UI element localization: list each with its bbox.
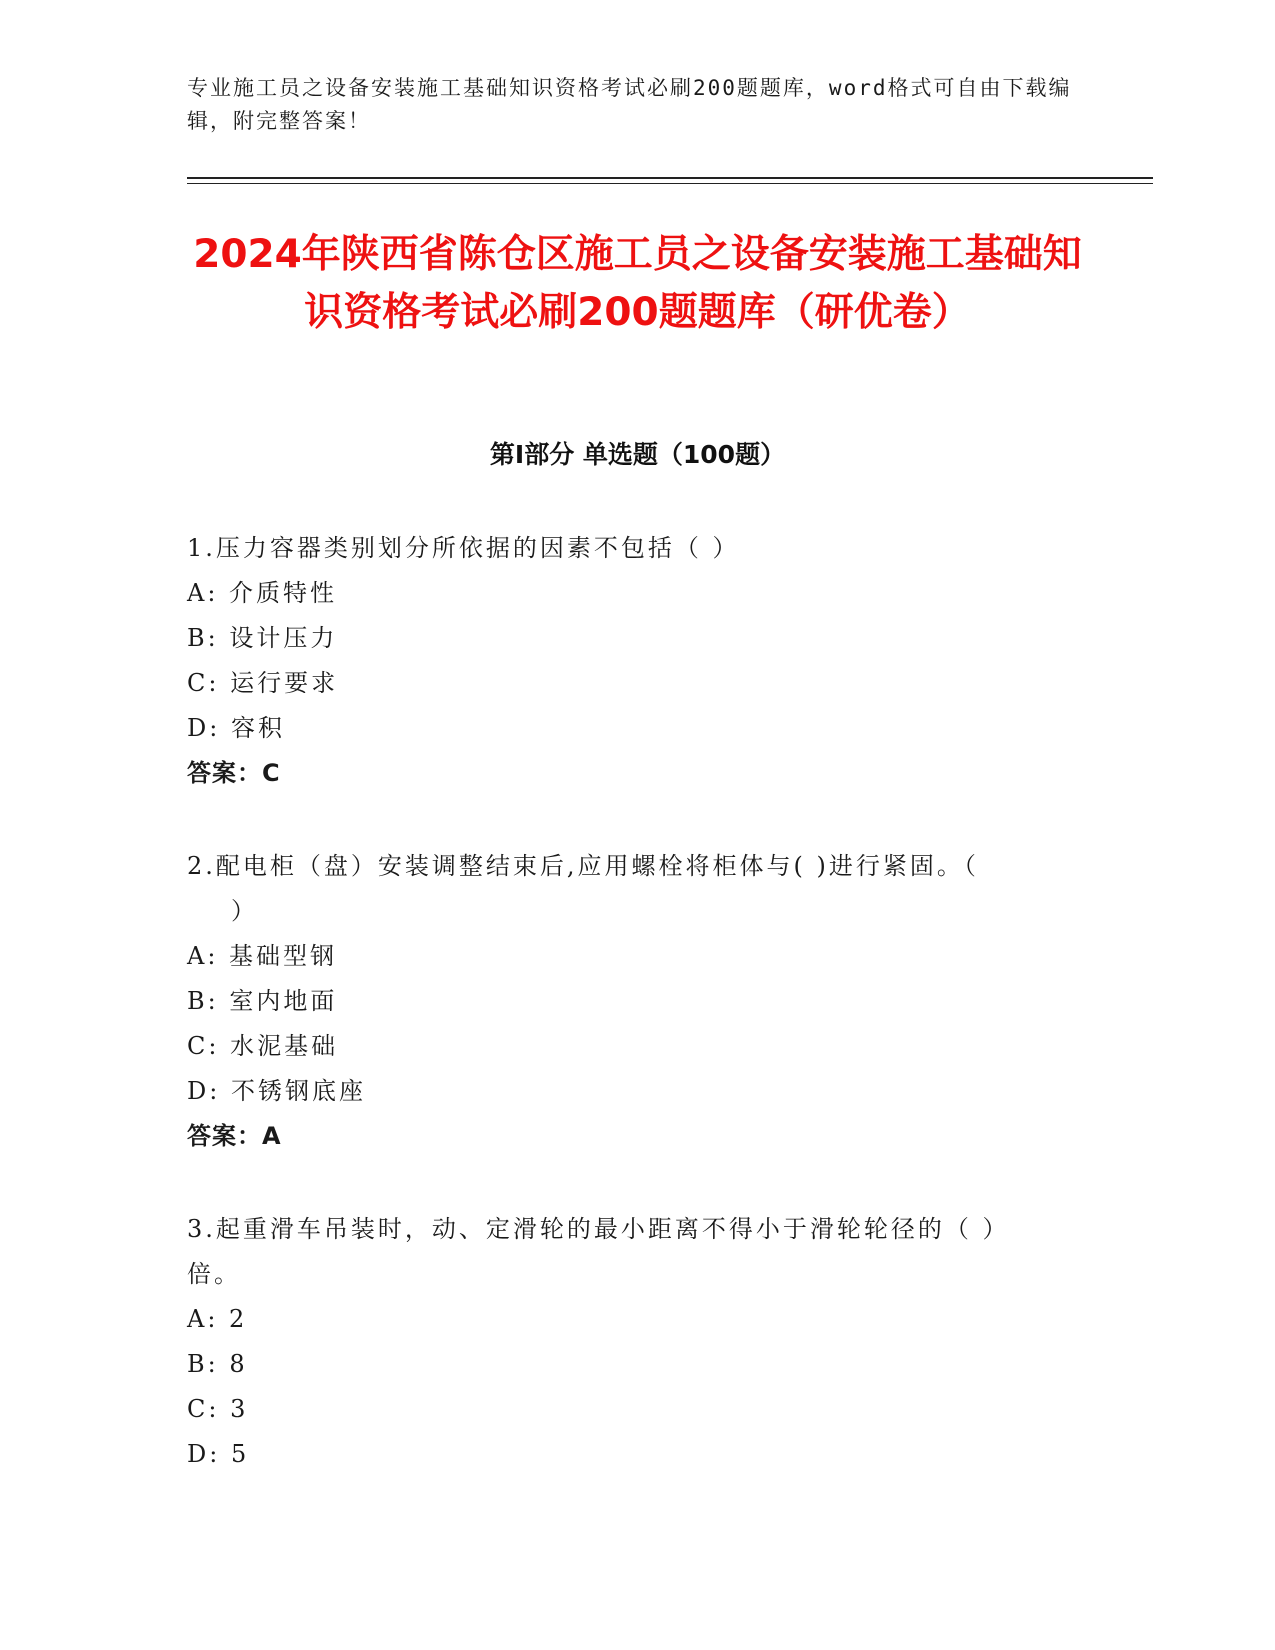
option-c: C: 运行要求 bbox=[187, 669, 339, 697]
section-heading: 第Ⅰ部分 单选题（100题） bbox=[489, 440, 786, 469]
question-stem-continued: ） bbox=[231, 897, 258, 925]
option-a: A: 介质特性 bbox=[187, 579, 338, 607]
question-list bbox=[187, 526, 1067, 1525]
question-stem: 1.压力容器类别划分所依据的因素不包括（ ） bbox=[187, 534, 740, 562]
option-d: D: 不锈钢底座 bbox=[187, 1077, 366, 1105]
question-3 bbox=[187, 1207, 1067, 1477]
question-1 bbox=[187, 526, 1067, 796]
option-b: B: 室内地面 bbox=[187, 987, 338, 1015]
question-2 bbox=[187, 844, 1067, 1159]
header-rule-thick bbox=[187, 177, 1153, 179]
answer: 答案：A bbox=[187, 1122, 282, 1150]
answer: 答案：C bbox=[187, 759, 281, 787]
option-d: D: 5 bbox=[187, 1440, 250, 1468]
header-note: 专业施工员之设备安装施工基础知识资格考试必刷200题题库，word格式可自由下载编辑，附完整答案！ bbox=[187, 76, 1072, 133]
option-c: C: 3 bbox=[187, 1395, 249, 1423]
document-title: 2024年陕西省陈仓区施工员之设备安装施工基础知识资格考试必刷200题题库（研优卷） bbox=[193, 232, 1082, 335]
option-a: A: 2 bbox=[187, 1305, 248, 1333]
question-stem: 3.起重滑车吊装时，动、定滑轮的最小距离不得小于滑轮轮径的（ ） bbox=[187, 1215, 1010, 1243]
option-c: C: 水泥基础 bbox=[187, 1032, 339, 1060]
header-rule-thin bbox=[187, 183, 1153, 184]
question-stem: 2.配电柜（盘）安装调整结束后,应用螺栓将柜体与( )进行紧固。（ bbox=[187, 852, 979, 880]
question-stem-continued: 倍。 bbox=[187, 1260, 241, 1288]
option-a: A: 基础型钢 bbox=[187, 942, 338, 970]
option-b: B: 设计压力 bbox=[187, 624, 338, 652]
option-b: B: 8 bbox=[187, 1350, 248, 1378]
option-d: D: 容积 bbox=[187, 714, 285, 742]
